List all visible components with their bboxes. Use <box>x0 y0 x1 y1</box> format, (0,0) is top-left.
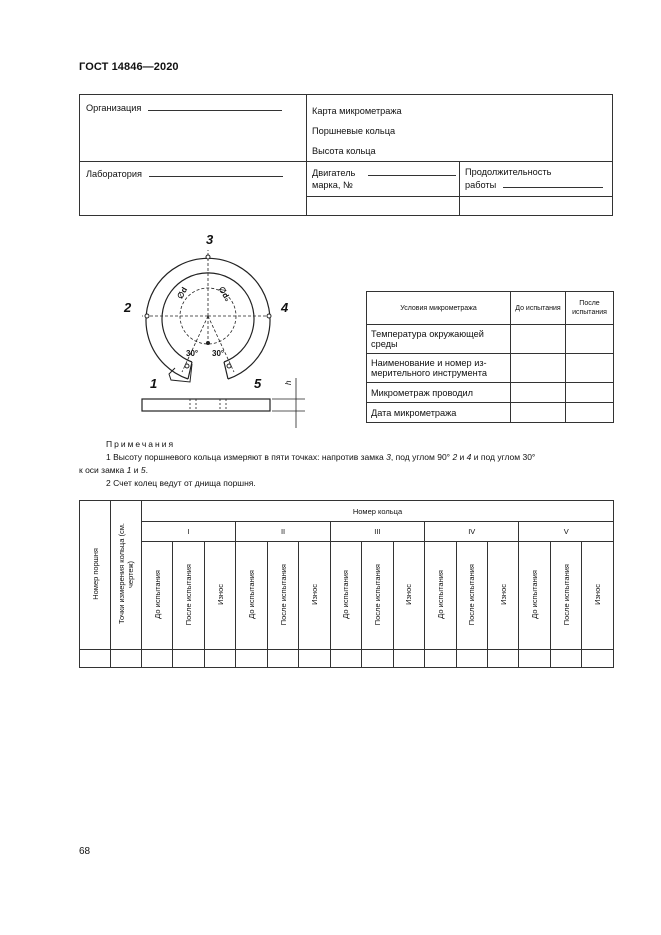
duration-value-cell[interactable] <box>460 197 613 216</box>
after-header: После испытания <box>566 292 614 325</box>
sub-before: До испытания <box>519 542 550 650</box>
point-label-2: 2 <box>124 300 132 315</box>
sub-wear: Износ <box>393 542 424 650</box>
note-1-cont: к оси замка 1 и 5. <box>79 465 148 475</box>
engine-value-cell[interactable] <box>307 197 460 216</box>
engine-field[interactable] <box>368 166 456 176</box>
ring-height-label: Высота кольца <box>312 146 376 156</box>
table-cell[interactable] <box>236 650 267 668</box>
ring-header-1: I <box>142 522 236 542</box>
sub-wear: Износ <box>487 542 518 650</box>
note-1: 1 Высоту поршневого кольца измеряют в пяти точках: напротив замка 3, под углом 90° 2 и 4 и под углом 30° <box>106 452 536 462</box>
sub-before: До испытания <box>142 542 173 650</box>
organization-cell <box>80 95 307 162</box>
angle-label-left: 30° <box>186 349 199 358</box>
point-label-4: 4 <box>281 300 289 315</box>
table-row <box>80 650 614 668</box>
point-label-5: 5 <box>254 376 262 391</box>
sub-wear: Износ <box>582 542 614 650</box>
table-cell[interactable] <box>362 650 393 668</box>
table-cell[interactable] <box>550 650 581 668</box>
laboratory-cell <box>80 162 307 216</box>
card-title: Карта микрометража <box>312 106 402 116</box>
sub-before: До испытания <box>425 542 456 650</box>
piston-number-header: Номер поршня <box>80 501 111 650</box>
table-cell[interactable] <box>111 650 142 668</box>
condition-row-label: Микрометраж проводил <box>367 383 511 403</box>
condition-before-cell[interactable] <box>511 325 566 354</box>
document-header: ГОСТ 14846—2020 <box>79 61 179 73</box>
engine-label: Двигатель <box>312 168 356 178</box>
table-cell[interactable] <box>204 650 235 668</box>
work-label: работы <box>465 180 497 190</box>
sub-after: После испытания <box>456 542 487 650</box>
engine-cell <box>307 162 460 197</box>
laboratory-label: Лаборатория <box>86 169 142 179</box>
work-field[interactable] <box>503 178 603 188</box>
condition-after-cell[interactable] <box>566 403 614 423</box>
conditions-header: Условия микрометража <box>367 292 511 325</box>
condition-row-label: Температура окружающей среды <box>367 325 511 354</box>
table-cell[interactable] <box>487 650 518 668</box>
table-cell[interactable] <box>330 650 361 668</box>
ring-header-5: V <box>519 522 614 542</box>
note-2: 2 Счет колец ведут от днища поршня. <box>106 478 256 488</box>
table-cell[interactable] <box>393 650 424 668</box>
piston-rings-label: Поршневые кольца <box>312 126 396 136</box>
point-label-3: 3 <box>206 232 214 247</box>
condition-row-label: Наименование и номер из-мерительного инструмента <box>367 354 511 383</box>
table-cell[interactable] <box>267 650 298 668</box>
table-cell[interactable] <box>519 650 550 668</box>
condition-after-cell[interactable] <box>566 383 614 403</box>
duration-cell <box>460 162 613 197</box>
ring-header-4: IV <box>425 522 519 542</box>
sub-after: После испытания <box>362 542 393 650</box>
table-cell[interactable] <box>142 650 173 668</box>
measurement-table <box>79 500 614 668</box>
sub-after: После испытания <box>173 542 204 650</box>
ring-header-3: III <box>330 522 424 542</box>
measure-points-header: Точки измерения кольца (см. чертеж) <box>111 501 142 650</box>
sub-before: До испытания <box>236 542 267 650</box>
page-number: 68 <box>79 846 91 857</box>
condition-row-label: Дата микрометража <box>367 403 511 423</box>
condition-after-cell[interactable] <box>566 354 614 383</box>
table-cell[interactable] <box>456 650 487 668</box>
ring-header-2: II <box>236 522 330 542</box>
condition-after-cell[interactable] <box>566 325 614 354</box>
micrometry-card-form <box>79 94 613 216</box>
table-cell[interactable] <box>582 650 614 668</box>
inner-diameter-label: ∅d₀ <box>216 285 233 303</box>
height-dim-label: h <box>284 380 293 385</box>
condition-before-cell[interactable] <box>511 403 566 423</box>
laboratory-field[interactable] <box>149 167 283 177</box>
sub-wear: Износ <box>204 542 235 650</box>
table-cell[interactable] <box>173 650 204 668</box>
angle-label-right: 30° <box>212 349 225 358</box>
condition-before-cell[interactable] <box>511 383 566 403</box>
piston-ring-drawing <box>120 228 305 428</box>
brand-label: марка, № <box>312 180 353 190</box>
sub-after: После испытания <box>267 542 298 650</box>
conditions-table <box>366 291 614 423</box>
organization-label: Организация <box>86 103 142 113</box>
card-title-cell <box>307 95 613 162</box>
duration-label: Продолжительность <box>465 167 552 177</box>
point-label-1: 1 <box>150 376 158 391</box>
before-header: До испытания <box>511 292 566 325</box>
table-cell[interactable] <box>299 650 330 668</box>
notes-title: Примечания <box>106 439 176 449</box>
ring-number-header: Номер кольца <box>142 501 614 522</box>
diameter-label: ∅d <box>175 285 190 301</box>
condition-before-cell[interactable] <box>511 354 566 383</box>
table-cell[interactable] <box>425 650 456 668</box>
sub-after: После испытания <box>550 542 581 650</box>
organization-field[interactable] <box>148 101 282 111</box>
table-cell[interactable] <box>80 650 111 668</box>
sub-wear: Износ <box>299 542 330 650</box>
notes-block <box>79 438 617 490</box>
sub-before: До испытания <box>330 542 361 650</box>
